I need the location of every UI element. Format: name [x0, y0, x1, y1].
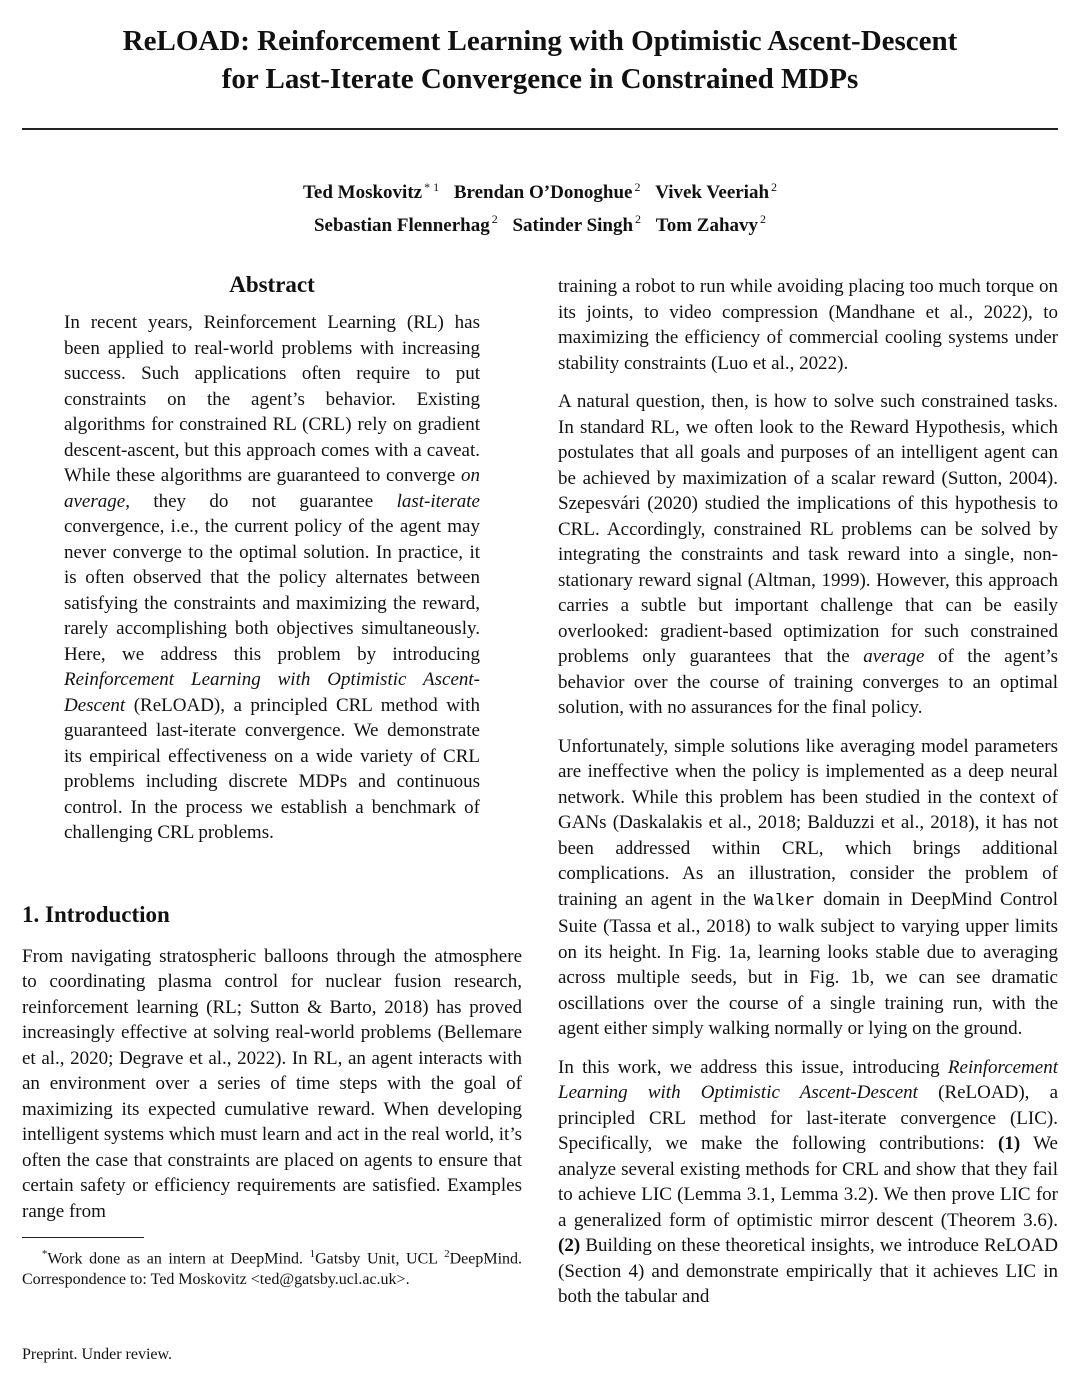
author: Ted Moskovitz $^{* 1}$	[302, 180, 440, 204]
author: Tom Zahavy $^2$	[655, 212, 767, 236]
paragraph: A natural question, then, is how to solve such constrained tasks. In standard RL, we often look to the Reward Hypothesis, which postulates that all goals and purposes of an intelligent agent can be achieved by maximization of a scalar reward (Sutton, 2004). Szepesvári (2020) studied the implications of this hypothesis to CRL. Accordingly, constrained RL problems can be solved by integrating the constraints and task reward into a single, non-stationary reward signal (Altman, 1999). However, this approach carries a subtle but important challenge that can be easily overlooked: gradient-based optimization for such constrained problems only guarantees that the average of the agent’s behavior over the course of training converges to an optimal solution, with no assurances for the final policy.	[558, 391, 1058, 718]
title-line-1: ReLOAD: Reinforcement Learning with Optimistic Ascent-Descent	[122, 25, 958, 57]
author-row-1	[0, 174, 1080, 206]
footnote-divider	[22, 1237, 144, 1238]
author: Satinder Singh $^2$	[512, 212, 642, 236]
right-column	[558, 274, 1058, 1323]
paragraph: training a robot to run while avoiding placing too much torque on its joints, to video compression (Mandhane et al., 2022), to maximizing the efficiency of commercial cooling systems under stability constraints (Luo et al., 2022).	[558, 276, 1058, 374]
left-column	[22, 270, 522, 1290]
paper-title	[0, 22, 1080, 98]
introduction-paragraph: From navigating stratospheric balloons through the atmosphere to coordinating plasma control for nuclear fusion research, reinforcement learning (RL; Sutton & Barto, 2018) has proved increasingly effective at solving real-world problems (Bellemare et al., 2020; Degrave et al., 2022). In RL, an agent interacts with an environment over a series of time steps with the goal of maximizing its expected cumulative reward. When developing intelligent systems which must learn and act in the real world, it’s often the case that constraints are placed on agents to ensure that certain safety or efficiency requirements are satisfied. Examples range from	[22, 945, 522, 1222]
footnote: *Work done as an intern at DeepMind. $^1$Gatsby Unit, UCL $^2$DeepMind. Correspondence to: Ted Moskovitz <ted@gatsby.ucl.ac.uk>.	[22, 1248, 523, 1289]
author-list	[0, 174, 1080, 239]
author-row-2	[0, 206, 1080, 238]
author: Brendan O’Donoghue $^2$	[453, 180, 641, 204]
abstract-heading: Abstract	[229, 272, 315, 297]
preprint-note: Preprint. Under review.	[22, 1346, 173, 1363]
title-line-2: for Last-Iterate Convergence in Constrained MDPs	[221, 63, 859, 95]
author: Sebastian Flennerhag $^2$	[313, 212, 498, 236]
introduction-heading: 1. Introduction	[22, 901, 170, 927]
abstract-text: In recent years, Reinforcement Learning (RL) has been applied to real-world problems with increasing success. Such applications often require to put constraints on the agent’s behavior. Existing algorithms for constrained RL (CRL) rely on gradient descent-ascent, but this approach comes with a caveat. While these algorithms are guaranteed to converge on average, they do not guarantee last-iterate convergence, i.e., the current policy of the agent may never converge to the optimal solution. In practice, it is often observed that the policy alternates between satisfying the constraints and maximizing the reward, rarely accomplishing both objectives simultaneously. Here, we address this problem by introducing Reinforcement Learning with Optimistic Ascent-Descent (ReLOAD), a principled CRL method with guaranteed last-iterate convergence. We demonstrate its empirical effectiveness on a wide variety of CRL problems including discrete MDPs and continuous control. In the process we establish a benchmark of challenging CRL problems.	[64, 312, 480, 843]
paragraph: In this work, we address this issue, introducing Reinforcement Learning with Optimistic Ascent-Descent (ReLOAD), a principled CRL method for last-iterate convergence (LIC). Specifically, we make the following contributions: (1) We analyze several existing methods for CRL and show that they fail to achieve LIC (Lemma 3.1, Lemma 3.2). We then prove LIC for a generalized form of optimistic mirror descent (Theorem 3.6). (2) Building on these theoretical insights, we introduce ReLOAD (Section 4) and demonstrate empirically that it achieves LIC in both the tabular and	[558, 1056, 1059, 1307]
paragraph: Unfortunately, simple solutions like averaging model parameters are ineffective when the policy is implemented as a deep neural network. While this problem has been studied in the context of GANs (Daskalakis et al., 2018; Balduzzi et al., 2018), it has not been addressed within CRL, which brings additional complications. As an illustration, consider the problem of training an agent in the Walker domain in DeepMind Control Suite (Tassa et al., 2018) to walk subject to varying upper limits on its height. In Fig. 1a, learning looks stable due to averaging across multiple seeds, but in Fig. 1b, we can see dramatic oscillations over the course of a single training run, with the agent either simply walking normally or lying on the ground.	[558, 735, 1058, 1039]
code-walker: Walker	[753, 891, 816, 911]
title-divider	[22, 128, 1058, 130]
author: Vivek Veeriah $^2$	[655, 180, 778, 204]
